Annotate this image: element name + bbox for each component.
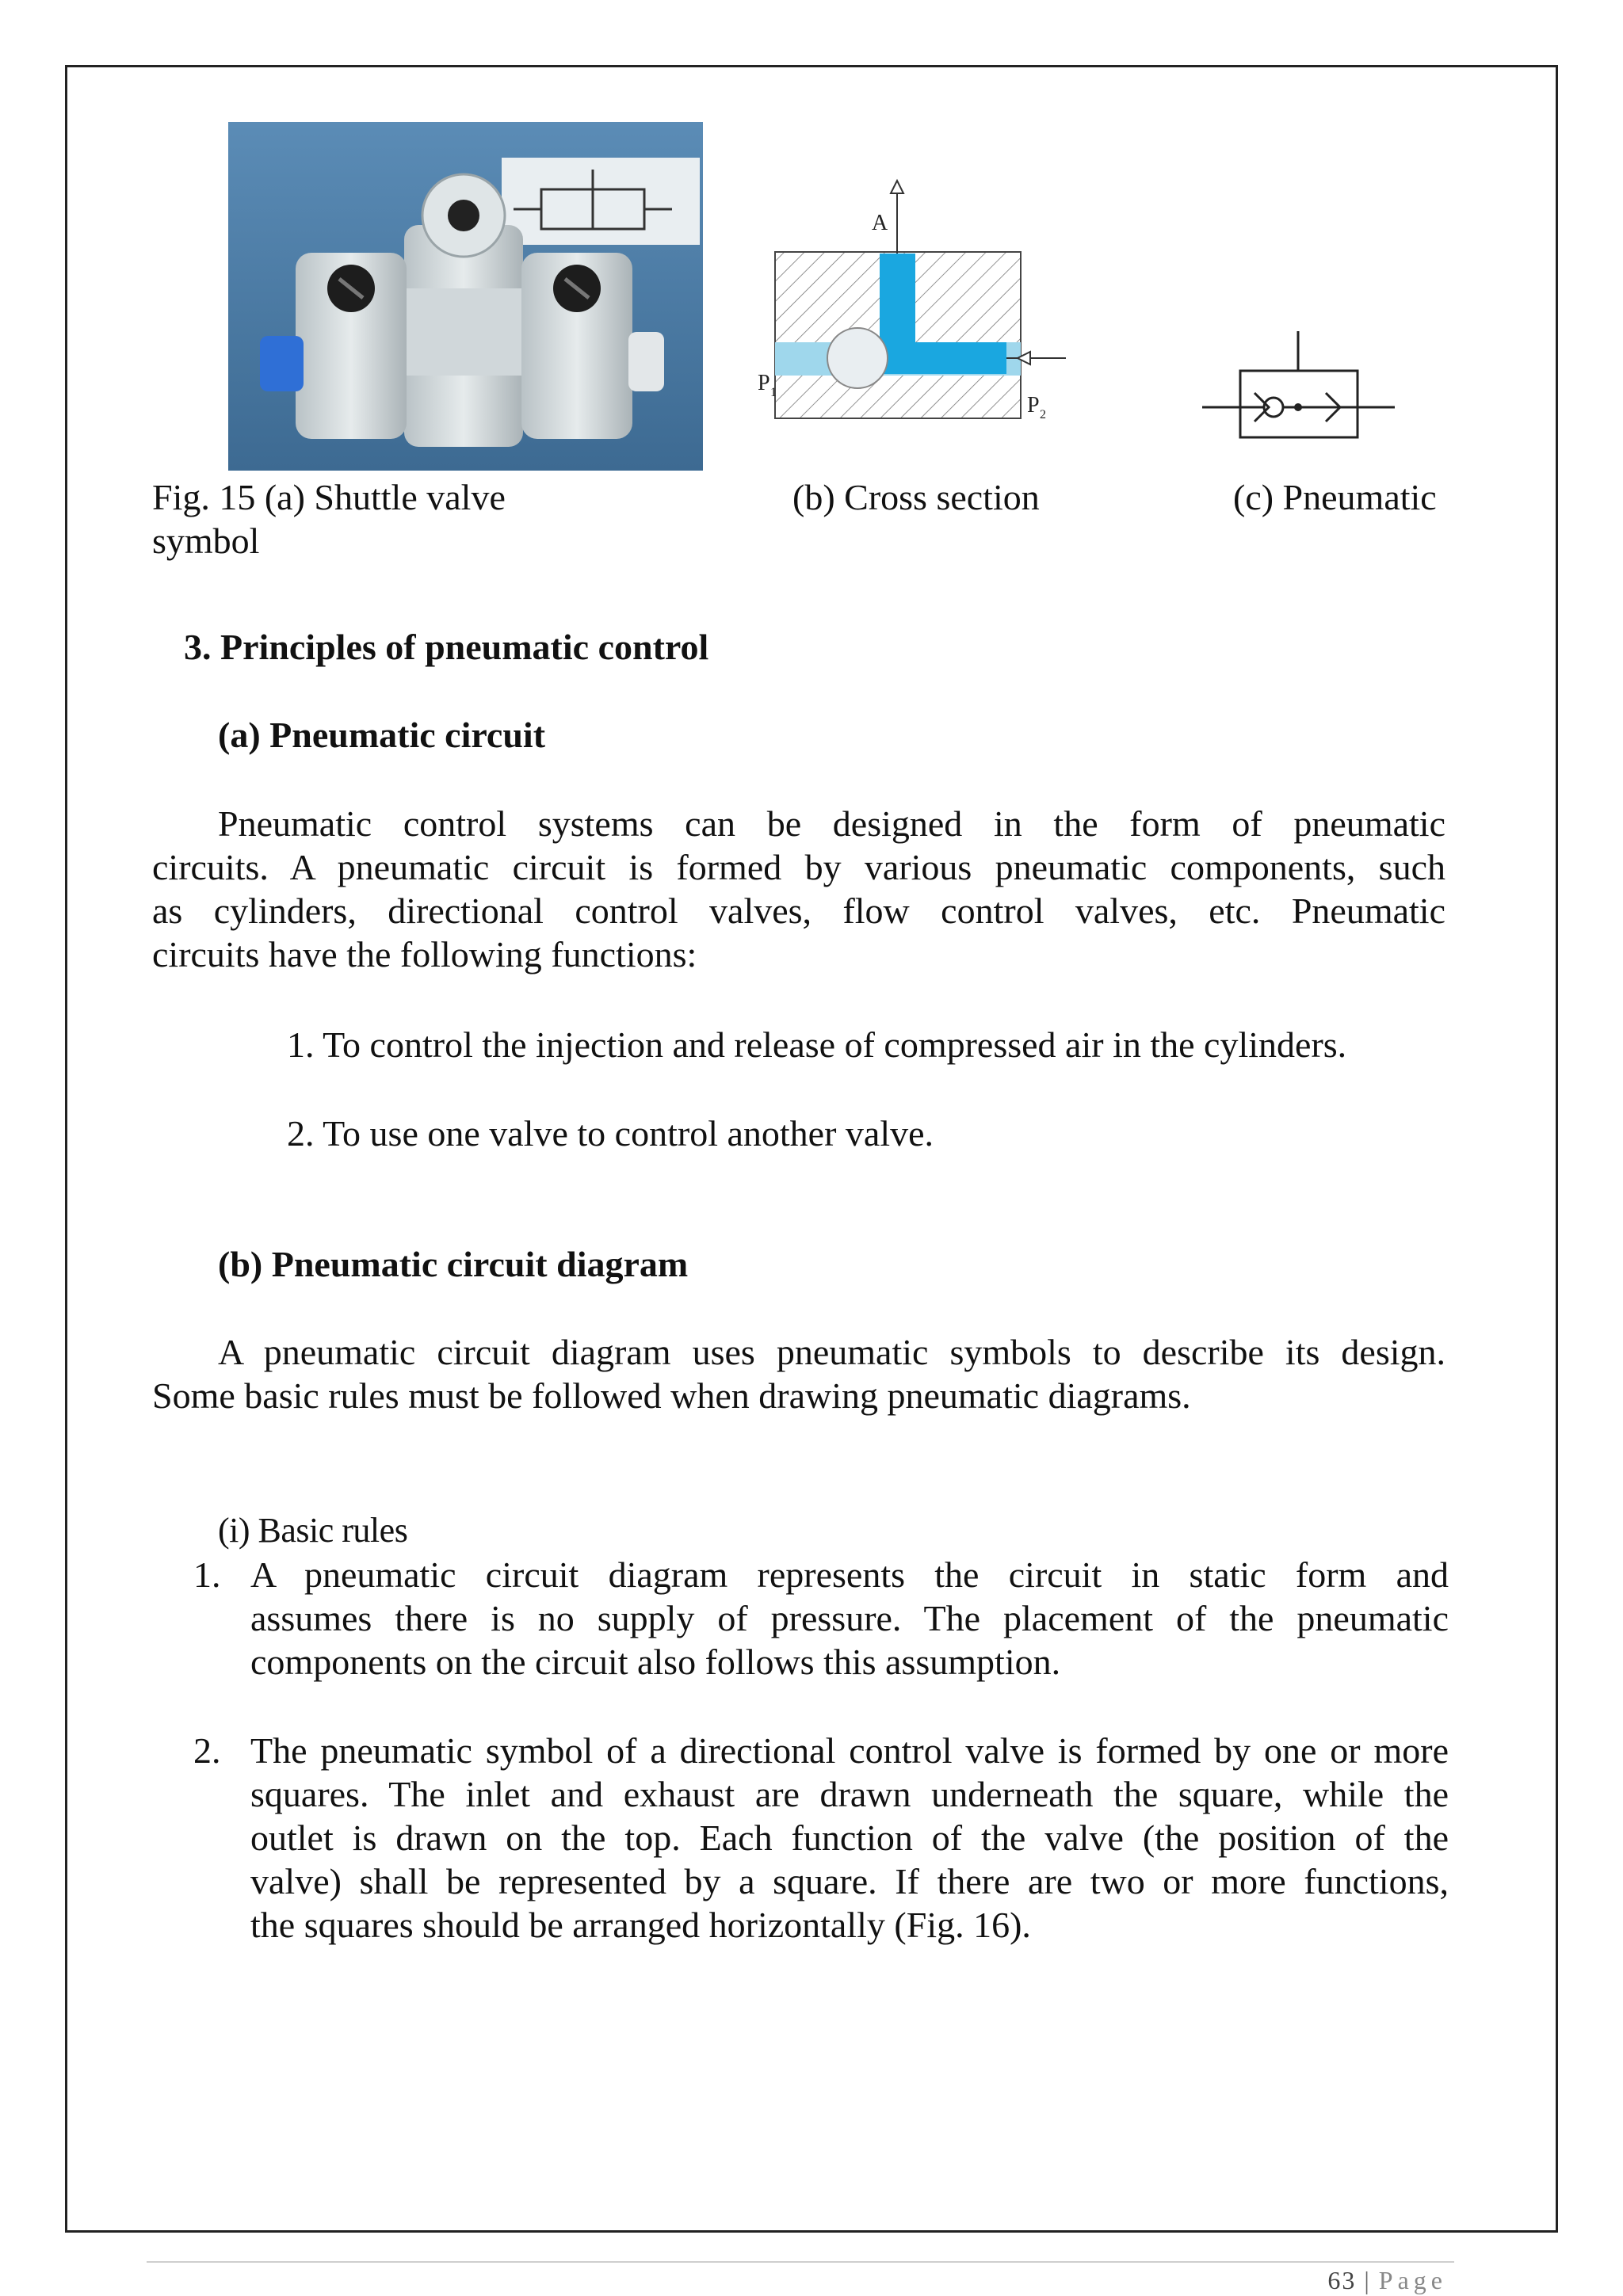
rule-line: the squares should be arranged horizontally (Fig. 16).: [250, 1905, 1031, 1945]
rule-2-number: 2.: [193, 1730, 221, 1771]
subsection-b-paragraph: [152, 1330, 1445, 1417]
rule-line: assumes there is no supply of pressure. The placement of the pneumatic: [250, 1598, 1449, 1638]
page-footer: [1327, 2264, 1447, 2296]
footer-divider: [147, 2261, 1454, 2263]
pneumatic-symbol-drawing: [1193, 325, 1399, 460]
cross-label-p1: P: [758, 371, 770, 395]
cross-label-p2: P: [1027, 393, 1040, 418]
paragraph-line: A pneumatic circuit diagram uses pneumatic symbols to describe its design.: [218, 1332, 1445, 1372]
paragraph-line: Some basic rules must be followed when drawing pneumatic diagrams.: [152, 1375, 1191, 1416]
rule-line: outlet is drawn on the top. Each function of the valve (the position of the: [250, 1817, 1449, 1858]
rule-1-text: [250, 1553, 1449, 1684]
cross-label-p1-sub: 1: [770, 386, 777, 399]
fig15-caption-wrap: symbol: [152, 521, 260, 561]
rules-heading: [218, 1508, 407, 1552]
rule-line: A pneumatic circuit diagram represents the circuit in static form and: [250, 1554, 1449, 1595]
subsection-a-heading: (a) Pneumatic circuit: [218, 715, 546, 755]
rule-2-text: [250, 1729, 1449, 1947]
shuttle-valve-photo: [228, 122, 703, 471]
page-separator: |: [1364, 2266, 1371, 2294]
shuttle-valve-photo-drawing: [228, 122, 703, 471]
paragraph-line: Pneumatic control systems can be designed in the form of pneumatic: [218, 803, 1445, 844]
cross-section-drawing: [758, 174, 1070, 436]
rule-1-number: 1.: [193, 1554, 221, 1595]
cross-label-p2-sub: 2: [1040, 408, 1046, 421]
paragraph-line: as cylinders, directional control valves, flow control valves, etc. Pneumatic: [152, 891, 1445, 931]
fig15-caption-b: (b) Cross section: [792, 477, 1040, 517]
rules-heading-text: (i) Basic rules: [218, 1511, 408, 1550]
function-item: 2. To use one valve to control another valve.: [287, 1113, 934, 1154]
page-number: 63: [1327, 2266, 1357, 2294]
paragraph-line: circuits. A pneumatic circuit is formed by various pneumatic components, such: [152, 847, 1445, 887]
rule-line: The pneumatic symbol of a directional control valve is formed by one or more: [250, 1730, 1449, 1771]
paragraph-line: circuits have the following functions:: [152, 934, 697, 974]
function-item: 1. To control the injection and release of compressed air in the cylinders.: [287, 1024, 1347, 1065]
rule-line: components on the circuit also follows this assumption.: [250, 1642, 1061, 1682]
rule-line: squares. The inlet and exhaust are drawn underneath the square, while the: [250, 1774, 1449, 1814]
shuttle-valve-symbol: [1193, 325, 1399, 460]
page-word: Page: [1378, 2266, 1447, 2294]
fig15-caption-c: (c) Pneumatic: [1233, 477, 1437, 517]
rule-line: valve) shall be represented by a square. If there are two or more functions,: [250, 1861, 1449, 1901]
subsection-b-heading: (b) Pneumatic circuit diagram: [218, 1244, 689, 1284]
section-heading: 3. Principles of pneumatic control: [184, 627, 709, 667]
cross-label-a: A: [872, 211, 888, 235]
fig15-caption-a: Fig. 15 (a) Shuttle valve: [152, 477, 506, 517]
shuttle-valve-cross-section: [758, 174, 1070, 436]
subsection-a-paragraph: [152, 802, 1445, 976]
